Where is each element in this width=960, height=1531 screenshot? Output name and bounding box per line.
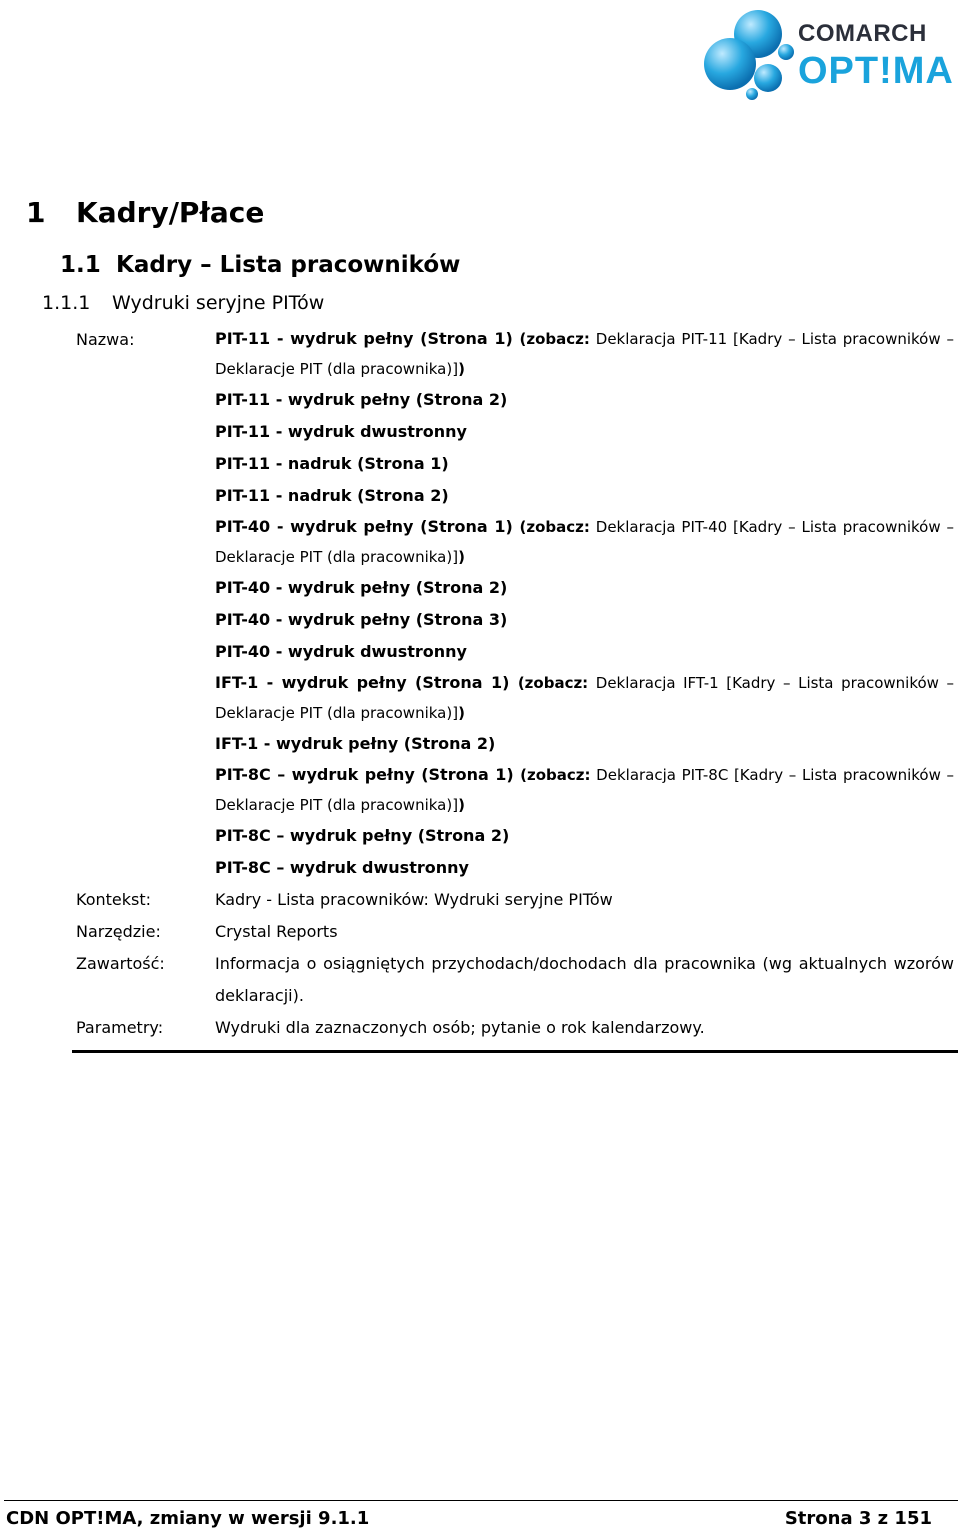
heading-1-number: 1 [26, 196, 46, 229]
nazwa-item [215, 324, 954, 384]
heading-2-number: 1.1 [60, 252, 101, 278]
value-narzedzie: Crystal Reports [215, 922, 338, 941]
footer-page-number: Strona 3 z 151 [784, 1508, 932, 1529]
nazwa-item [215, 416, 954, 448]
row-parametry [76, 1012, 954, 1044]
heading-3-text: Wydruki seryjne PITów [112, 292, 325, 314]
see-reference-text: Deklaracja PIT-11 [Kadry – Lista pracowników – Deklaracje PIT (dla pracownika)] [215, 330, 954, 378]
nazwa-item-title: PIT-40 - wydruk dwustronny [215, 642, 467, 661]
nazwa-item [215, 384, 954, 416]
nazwa-item-title: PIT-8C – wydruk dwustronny [215, 858, 469, 877]
see-reference-text: Deklaracja PIT-8C [Kadry – Lista pracowników – Deklaracje PIT (dla pracownika)] [215, 766, 955, 814]
see-close: ) [458, 360, 465, 378]
see-label: (zobacz: [519, 518, 590, 536]
logo-wordmark-optima: OPT!MA [798, 50, 954, 92]
nazwa-item [215, 572, 954, 604]
heading-3-number: 1.1.1 [42, 292, 91, 314]
nazwa-item [215, 480, 954, 512]
nazwa-item [215, 448, 954, 480]
nazwa-item [215, 604, 954, 636]
see-label: (zobacz: [520, 766, 591, 784]
footer-divider [4, 1500, 958, 1501]
report-definition-table [76, 324, 954, 1044]
nazwa-item-title: PIT-11 - nadruk (Strona 2) [215, 486, 449, 505]
nazwa-item-title: PIT-11 - wydruk dwustronny [215, 422, 467, 441]
label-narzedzie: Narzędzie: [76, 922, 161, 941]
see-label: (zobacz: [519, 330, 590, 348]
nazwa-item-title: PIT-11 - wydruk pełny (Strona 1) [215, 329, 513, 348]
nazwa-item [215, 512, 954, 572]
label-parametry: Parametry: [76, 1018, 164, 1037]
heading-level-2 [60, 252, 460, 278]
nazwa-item [215, 636, 954, 668]
see-close: ) [458, 548, 465, 566]
heading-2-text: Kadry – Lista pracowników [116, 252, 461, 278]
nazwa-item-title: IFT-1 - wydruk pełny (Strona 1) [215, 673, 510, 692]
nazwa-item-title: PIT-11 - wydruk pełny (Strona 2) [215, 390, 508, 409]
row-zawartosc [76, 948, 954, 1012]
see-close: ) [458, 796, 465, 814]
see-reference-text: Deklaracja IFT-1 [Kadry – Lista pracowników – Deklaracje PIT (dla pracownika)] [215, 674, 955, 722]
nazwa-item [215, 728, 954, 760]
label-kontekst: Kontekst: [76, 890, 152, 909]
nazwa-item-title: PIT-8C – wydruk pełny (Strona 1) [215, 765, 514, 784]
value-parametry: Wydruki dla zaznaczonych osób; pytanie o rok kalendarzowy. [215, 1018, 705, 1037]
logo-wordmark-comarch: COMARCH [798, 20, 927, 47]
nazwa-item [215, 852, 954, 884]
heading-level-3 [42, 292, 324, 314]
nazwa-item-title: PIT-11 - nadruk (Strona 1) [215, 454, 449, 473]
label-nazwa: Nazwa: [76, 330, 135, 349]
see-reference-text: Deklaracja PIT-40 [Kadry – Lista pracowników – Deklaracje PIT (dla pracownika)] [215, 518, 954, 566]
label-zawartosc: Zawartość: [76, 954, 165, 973]
comarch-optima-logo [700, 6, 954, 106]
nazwa-item [215, 820, 954, 852]
table-bottom-rule [72, 1050, 958, 1053]
row-kontekst [76, 884, 954, 916]
footer-document-title: CDN OPT!MA, zmiany w wersji 9.1.1 [6, 1508, 370, 1529]
heading-level-1 [26, 196, 264, 229]
nazwa-item-title: PIT-40 - wydruk pełny (Strona 1) [215, 517, 513, 536]
nazwa-list [215, 324, 954, 884]
nazwa-item [215, 668, 954, 728]
heading-1-text: Kadry/Płace [76, 196, 265, 229]
row-narzedzie [76, 916, 954, 948]
nazwa-item-title: PIT-40 - wydruk pełny (Strona 2) [215, 578, 508, 597]
nazwa-item [215, 760, 954, 820]
value-zawartosc: Informacja o osiągniętych przychodach/dochodach dla pracownika (wg aktualnych wzorów deklaracji). [215, 954, 954, 1005]
nazwa-item-title: PIT-40 - wydruk pełny (Strona 3) [215, 610, 508, 629]
see-label: (zobacz: [517, 674, 589, 692]
value-kontekst: Kadry - Lista pracowników: Wydruki seryjne PITów [215, 890, 613, 909]
row-nazwa [76, 324, 954, 884]
bubbles-logo-icon [700, 6, 800, 106]
nazwa-item-title: IFT-1 - wydruk pełny (Strona 2) [215, 734, 496, 753]
see-close: ) [458, 704, 465, 722]
nazwa-item-title: PIT-8C – wydruk pełny (Strona 2) [215, 826, 510, 845]
